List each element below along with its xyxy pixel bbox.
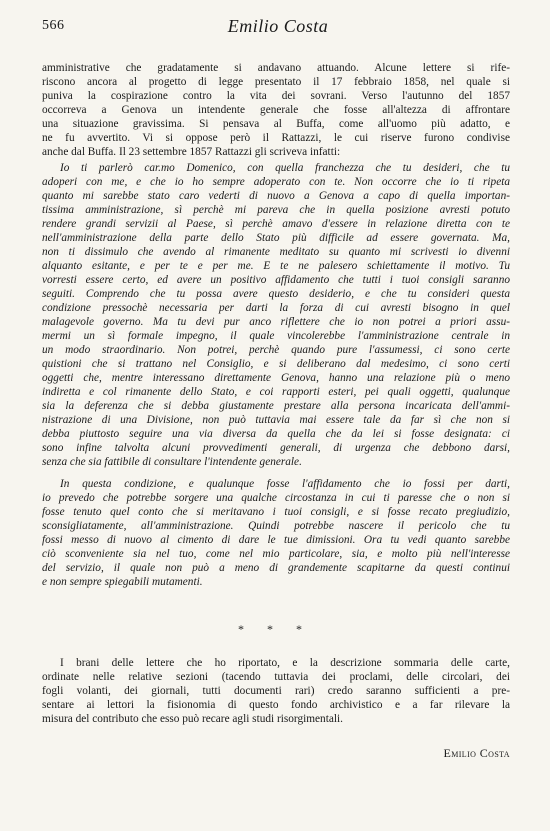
quote-line: e non sempre spiegabili mutamenti. <box>42 576 203 588</box>
text-line: occorreva a Genova un intendente generale che fosse all'altezza di affrontare <box>42 104 510 116</box>
page-header <box>42 15 514 35</box>
quote-line: adoperi con me, e che io ho sempre adoperato con te. Non occorre che io ti ripeta <box>42 176 510 188</box>
quote-line: io prevedo che potrebbe sorgere una qualche circostanza in cui ti paresse che o non si <box>42 492 510 504</box>
text-line: ne fu avvertito. Vi si oppose però il Rattazzi, le cui riserve furono condivise <box>42 132 510 144</box>
quote-line: condizione pressochè necessaria per darti la forza di cui avresti bisogno in quel <box>42 302 510 314</box>
quote-line: ciò sconveniente sia nel tuo, come nel mio particolare, sia, e molto più nell'interesse <box>42 548 510 560</box>
quote-line: alquanto esitante, e per te e per me. E te ne palesero schiettamente il motivo. Tu <box>42 260 510 272</box>
quote-line: indiretta e col rimanente dello Stato, e coi rapporti esteri, pei quali oggetti, qualunque <box>42 386 510 398</box>
text-line: puniva la cospirazione contro la vita dei sovrani. Verso l'autunno del 1857 <box>42 90 510 102</box>
quote-line: mermi un sì formale impegno, il quale vincolerebbe l'amministrazione centrale in <box>42 330 510 342</box>
text-line: riscono ancora al progetto di legge presentato il 17 febbraio 1858, nel quale si <box>42 76 510 88</box>
text-line: sentare ai lettori la fisionomia di questo fondo archivistico e a far rilevare la <box>42 699 510 711</box>
quote-line: nistrazione di una Divisione, non può tuttavia mai essere tale da far sì che non si <box>42 414 510 426</box>
quote-line: vorresti essere certo, ed avere un positivo affidamento che tutti i tuoi consigli saranno <box>42 274 510 286</box>
text-line: ordinate nelle relative sezioni (tacendo tuttavia dei proclami, delle circolari, dei <box>42 671 510 683</box>
quote-line: tissima amministrazione, sì perchè mi pareva che in quella posizione avresti potuto <box>42 204 510 216</box>
quote-line: del servizio, il quale non può a meno di grandemente scapitarne da questi continui <box>42 562 510 574</box>
quote-line: quistioni che si trattano nel Consiglio, e si deliberano dal medesimo, ci sono certi <box>42 358 510 370</box>
quote-line: debba piuttosto seguire una via diversa da quella che da lei si fosse designata: ci <box>42 428 510 440</box>
text-line: amministrative che gradatamente si andavano attuando. Alcune lettere si rife- <box>42 62 510 74</box>
quote-line: fosse tenuto quel conto che si meritavano i tuoi consigli, e si fosse recato pregiudizio, <box>42 506 510 518</box>
page-number: 566 <box>42 18 65 33</box>
quote-line: quanto mi sarebbe stato caro vederti di nuovo a Genova a capo di quella importan- <box>42 190 510 202</box>
quote-line: sia la deferenza che si debba giustamente prestare alla persona incaricata dell'ammi- <box>42 400 510 412</box>
quote-line: In questa condizione, e qualunque fosse l'affidamento che io fossi per darti, <box>60 478 510 490</box>
quote-line: sono infine talvolta alcuni provvedimenti generali, di urgenza che debbono darsi, <box>42 442 510 454</box>
text-line: fogli volanti, dei giornali, tutti documenti rari) credo saranno sufficienti a pre- <box>42 685 510 697</box>
quote-line: nell'amministrazione della parte dello Stato più difficile ad essere governata. Ma, <box>42 232 510 244</box>
running-head: Emilio Costa <box>227 16 329 36</box>
text-line: anche dal Buffa. Il 23 settembre 1857 Rattazzi gli scriveva infatti: <box>42 146 341 158</box>
text-line: misura del contributo che esso può recare agli studi risorgimentali. <box>42 713 343 725</box>
quote-line: un modo straordinario. Non potrei, perchè quando pure l'assumessi, ci sono certe <box>42 344 510 356</box>
quote-line: senza che sia fattibile di consultare l'intendente generale. <box>42 456 302 468</box>
quote-line: seguiti. Comprendo che tu possa avere questo desiderio, e che tu consideri questa <box>42 288 510 300</box>
quote-line: rendere grandi servizii al Paese, sì perchè amavo d'essere in relazione diretta con te <box>42 218 510 230</box>
quote-line: malagevole governo. Ma tu devi pur anco riflettere che io non potrei a priori assu- <box>42 316 510 328</box>
section-separator: * * * <box>238 622 312 636</box>
quote-line: fossi messo di nuovo al cimento di dare le tue dimissioni. Ora tu vedi quanto sarebbe <box>42 534 510 546</box>
quote-line: sconsigliatamente, all'amministrazione. Quindi potrebbe nascere il pericolo che tu <box>42 520 510 532</box>
quote-line: oggetti che, mentre interessano direttamente Genova, hanno una relazione più o meno <box>42 372 510 384</box>
quote-line: Io ti parlerò car.mo Domenico, con quella franchezza che tu desideri, che tu <box>60 162 510 174</box>
text-line: una situazione gravissima. Si pensava al Buffa, come all'uomo più adatto, e <box>42 118 510 130</box>
author-signature: Emilio Costa <box>443 746 510 760</box>
quote-line: non ti dissimulo che avendo al rimanente meditato su quanto mi scrivesti io divenni <box>42 246 510 258</box>
text-line: I brani delle lettere che ho riportato, e la descrizione sommaria delle carte, <box>60 657 510 669</box>
